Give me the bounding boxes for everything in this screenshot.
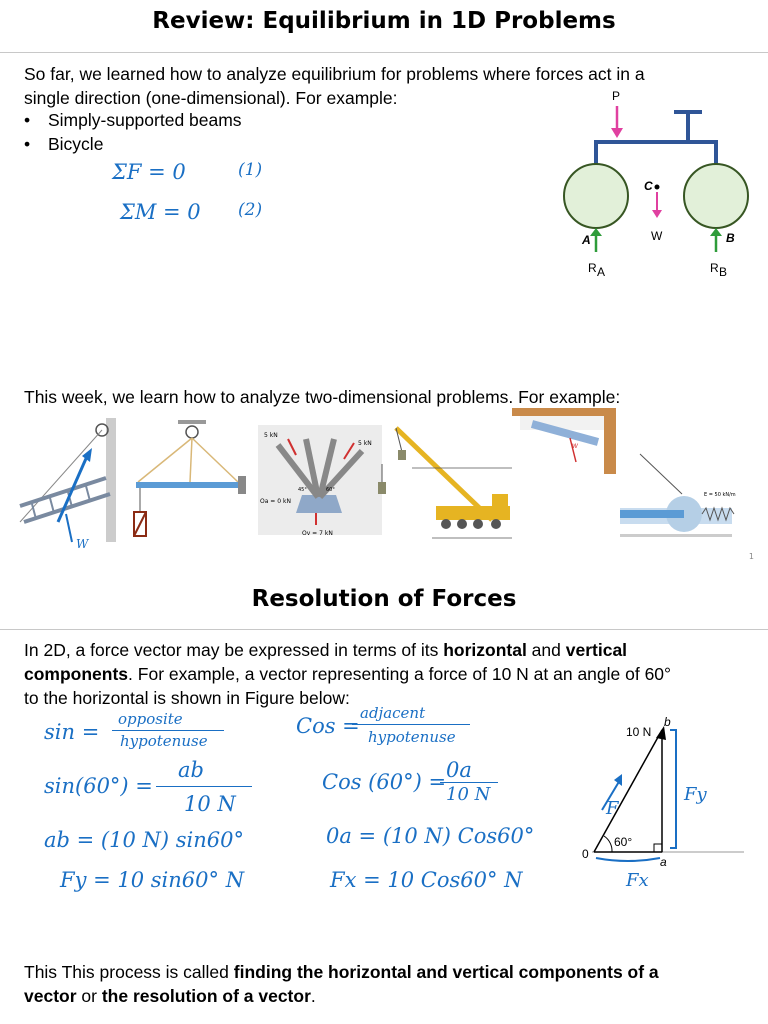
- handwritten-cos-lhs: Cos =: [296, 714, 360, 738]
- handwritten-10n: 10 N: [184, 792, 236, 816]
- handwritten-ab-eq: ab = (10 N) sin60°: [44, 828, 244, 852]
- handwritten-cos60-lhs: Cos (60°) =: [322, 770, 447, 794]
- strut-force-1: 5 kN: [264, 432, 278, 439]
- slide-2-title: Resolution of Forces: [251, 586, 517, 612]
- handwritten-eq-num-1: (1): [238, 160, 263, 180]
- handwritten-0a: 0a: [446, 758, 472, 782]
- handwritten-eq-num-2: (2): [238, 200, 263, 220]
- bullet-text: Bicycle: [48, 134, 104, 154]
- origin-label: 0: [582, 847, 589, 861]
- handwritten-w-label: W: [76, 537, 89, 548]
- weight-arrowhead: [652, 210, 662, 218]
- handwritten-f-label: F: [606, 798, 619, 819]
- fraction-bar: [352, 724, 470, 725]
- paragraph-line-3: to the horizontal is shown in Figure below:: [24, 688, 350, 708]
- slide-1-title: Review: Equilibrium in 1D Problems: [152, 8, 616, 34]
- label-rb-subscript: B: [719, 265, 728, 279]
- angle-arc: [604, 836, 612, 852]
- bicycle-figure: [550, 84, 760, 284]
- bullet-text: Simply-supported beams: [48, 110, 242, 130]
- paragraph-line-1: In 2D, a force vector may be expressed in terms of its horizontal and vertical: [24, 640, 628, 660]
- fraction-bar: [156, 786, 252, 787]
- intro-line-2: single direction (one-dimensional). For example:: [24, 88, 398, 108]
- handwritten-0a-eq: 0a = (10 N) Cos60°: [326, 824, 535, 848]
- title-divider: [0, 52, 768, 53]
- ladder-example-image: [10, 418, 128, 548]
- handwritten-adjacent: adjacent: [360, 704, 426, 722]
- handlebar: [674, 110, 702, 114]
- load-label-p: P: [612, 89, 621, 103]
- title-divider: [0, 629, 768, 630]
- vertex-a-label: a: [660, 855, 667, 869]
- bullet-item: • Simply-supported beams: [24, 110, 242, 130]
- right-angle-mark: [654, 844, 662, 852]
- label-ra: R: [588, 261, 597, 275]
- handwritten-hypotenuse: hypotenuse: [120, 732, 208, 750]
- spring-constant-label: E = 50 kN/m: [704, 492, 736, 498]
- handwritten-sin60-lhs: sin(60°) =: [44, 774, 153, 798]
- hypotenuse-vector: [594, 730, 662, 852]
- strut-ov-label: Ov = 7 kN: [302, 530, 333, 537]
- slide-2: [0, 572, 768, 1024]
- label-rb: R: [710, 261, 719, 275]
- center-of-gravity-dot: [655, 185, 660, 190]
- strut-oa-label: Oa = 0 kN: [260, 498, 291, 505]
- fraction-bar: [112, 730, 224, 731]
- label-b: B: [726, 231, 735, 245]
- handwritten-eq-moment: ΣM = 0: [120, 200, 201, 224]
- intro-line-1: So far, we learned how to analyze equilibrium for problems where forces act in a: [24, 64, 645, 84]
- svg-text:W: W: [572, 443, 578, 450]
- reaction-arrowhead-b: [710, 228, 722, 236]
- bullet-item: • Bicycle: [24, 134, 104, 154]
- strut-force-2: 5 kN: [358, 440, 372, 447]
- paragraph-line-2: components. For example, a vector representing a force of 10 N at an angle of 60°: [24, 664, 672, 684]
- handwritten-opposite: opposite: [118, 710, 183, 728]
- handwritten-fx-label: Fx: [626, 870, 649, 891]
- handwritten-ab: ab: [178, 758, 204, 782]
- handwritten-fx-underline: [596, 858, 660, 861]
- closing-line-2: vector or the resolution of a vector.: [24, 986, 316, 1006]
- page-number: 1: [748, 552, 754, 561]
- week-intro: This week, we learn how to analyze two-dimensional problems. For example:: [24, 387, 621, 407]
- front-wheel: [564, 164, 628, 228]
- struts-example-image: [258, 425, 382, 549]
- handwritten-hypotenuse: hypotenuse: [368, 728, 456, 746]
- force-magnitude-label: 10 N: [626, 725, 652, 739]
- vertex-b-label: b: [664, 715, 671, 729]
- closing-line-1: This This process is called finding the horizontal and vertical components of a: [24, 962, 659, 982]
- fraction-bar: [440, 782, 498, 783]
- handwritten-fy-eq: Fy = 10 sin60° N: [60, 868, 245, 892]
- label-w: W: [651, 229, 663, 243]
- label-ra-subscript: A: [597, 265, 606, 279]
- handlebar-stem: [686, 114, 690, 142]
- handwritten-fy-bracket: [670, 730, 676, 848]
- handwritten-eq-force: ΣF = 0: [112, 160, 186, 184]
- reaction-arrowhead-a: [590, 228, 602, 236]
- frame-top-bar: [594, 140, 718, 144]
- boom-cable-example-image: [128, 420, 256, 544]
- handwritten-sin-lhs: sin =: [44, 720, 100, 744]
- label-a: A: [582, 233, 591, 247]
- angle-label: 60°: [614, 835, 633, 849]
- force-triangle-figure: [576, 714, 756, 898]
- spring-block-example-image: [600, 450, 750, 550]
- strut-angle-1: 45°: [298, 487, 307, 493]
- load-arrowhead: [611, 128, 623, 138]
- crane-example-image: [372, 424, 522, 550]
- strut-angle-2: 60°: [326, 487, 335, 493]
- rear-wheel: [684, 164, 748, 228]
- handwritten-fx-eq: Fx = 10 Cos60° N: [330, 868, 523, 892]
- handwritten-10n: 10 N: [446, 784, 491, 805]
- handwritten-fy-label: Fy: [684, 784, 707, 805]
- label-c: C: [644, 179, 653, 193]
